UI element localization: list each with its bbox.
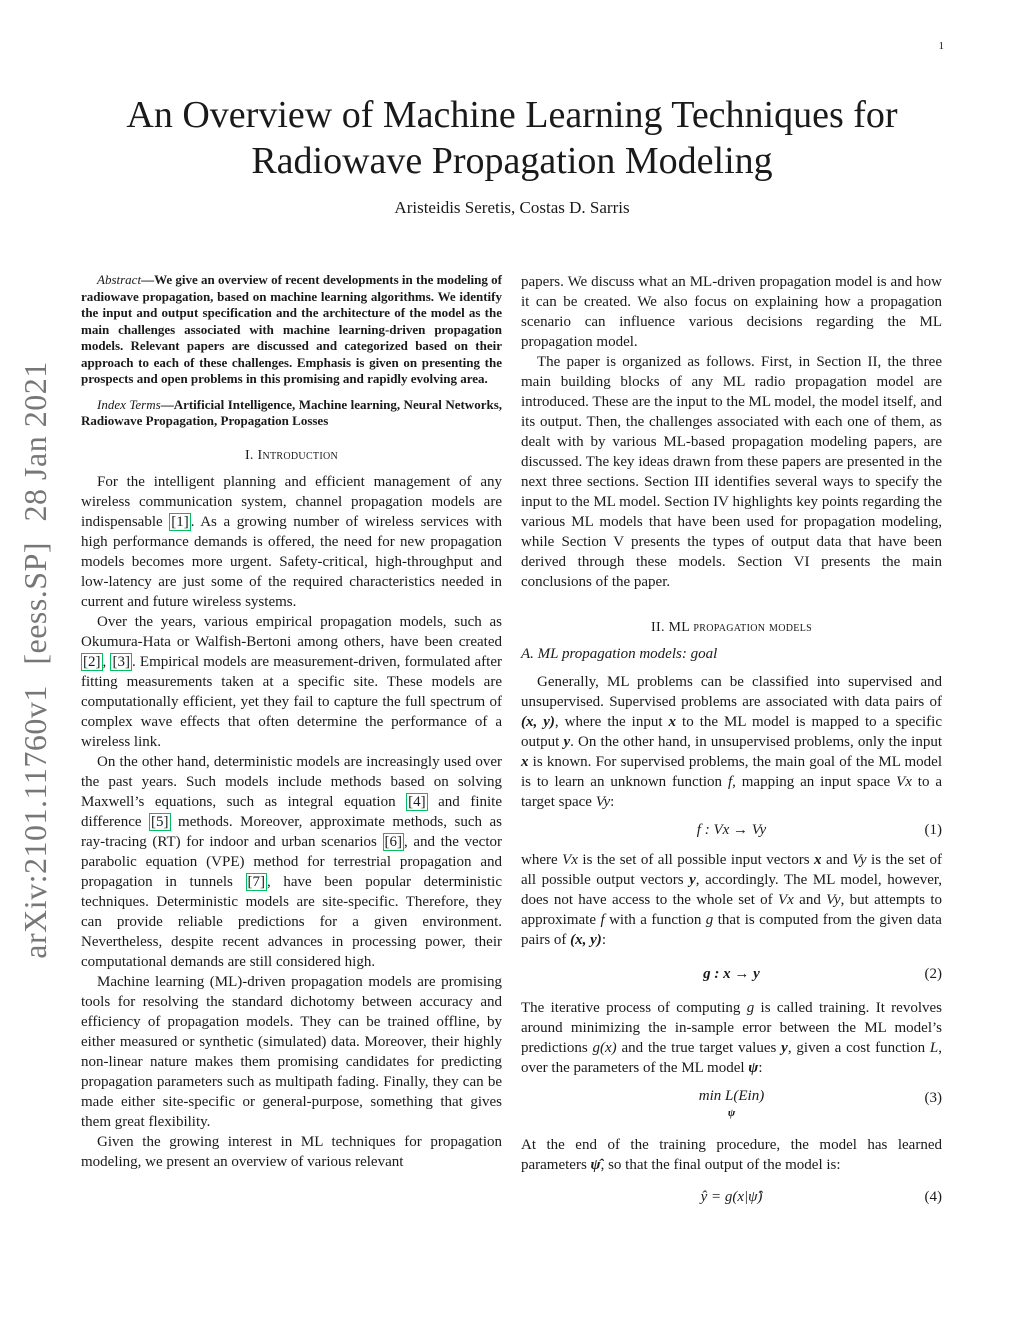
citation-link[interactable]: [4] — [408, 793, 426, 810]
citation-link[interactable]: [7] — [247, 873, 265, 890]
arxiv-id: arXiv:2101.11760v1 — [17, 685, 53, 959]
citation-link[interactable]: [5] — [151, 813, 169, 830]
intro-paragraph-3: On the other hand, deterministic models are increasingly used over the past years. Such models include methods based on solving Maxwell’s equations, such as integral equation [4] and finite difference [5] methods. Moreover, approximate methods, such as ray-tracing (RT) for indoor and urban scenarios [6] , and the vector parabolic equation (VPE) method for terrestrial propagation and propagation in tunnels [7] , have been popular deterministic techniques. Deterministic models are site-specific. Therefore, they can provide reliable predictions for a given environment. Nevertheless, despite recent advances in processing power, their computational demands are still considered high. — [81, 753, 502, 970]
section-heading-introduction: I. Introduction — [244, 447, 339, 463]
arxiv-stamp — [10, 350, 60, 970]
index-terms-label: Index Terms — [97, 396, 161, 412]
definition-paragraph: where Vx is the set of all possible input vectors x and Vy is the set of all possible output vectors y, accordingly. The ML model, however, does not have access to the whole set of Vx and Vy, but attempts to approximate f with a function g that is computed from the given data pairs of (x, y): — [521, 852, 943, 948]
intro-paragraph-2: Over the years, various empirical propagation models, such as Okumura-Hata or Walfish-Bertoni among others, have been created [2] , [3] . Empirical models are measurement-driven, formulated after fitting measurements taken at a specific site. These models are computationally efficient, yet they fail to capture the full spectrum of complex wave effects that often determine the performance of a wireless link. — [81, 613, 502, 750]
abstract-text: We give an overview of recent developments in the modeling of radiowave propagation, based on machine learning algorithms. We identify the input and output specification and the architecture of the model as the main challenges associated with machine learning-driven propagation models. Relevant papers are discussed and categorized based on their approach to each of these challenges. Emphasis is given on presenting the prospects and open problems in this promising and rapidly evolving area. — [81, 272, 502, 386]
equation-number: (1) — [924, 822, 942, 838]
authors: Aristeidis Seretis, Costas D. Sarris — [394, 198, 630, 217]
subsection-heading-goal: A. ML propagation models: goal — [521, 646, 718, 662]
equation-number: (2) — [924, 966, 942, 982]
title-line-1: An Overview of Machine Learning Techniques for — [126, 94, 898, 136]
organization-paragraph: The paper is organized as follows. First, in Section II, the three main building blocks of any ML radio propagation model are introduced. These are the input to the ML model, the model itself, and its output. Then, the challenges associated with each one of them, as dealt with by various ML-based propagation modeling papers, are discussed. The key ideas drawn from these papers are presented in the next three sections. Section III identifies several ways to specify the input to the ML model. Section IV highlights key points regarding the various ML models that have been used for propagation modeling, while Section V presents the types of output data that have been derived through these models. Section VI presents the main conclusions of the paper. — [521, 354, 942, 590]
arxiv-date: 28 Jan 2021 — [17, 361, 53, 522]
equation-number: (4) — [924, 1189, 942, 1205]
citation-link[interactable]: [1] — [171, 513, 189, 530]
intro-paragraph-1: For the intelligent planning and efficient management of any wireless communication system, channel propagation models are indispensable [1] . As a growing number of wireless services with high performance demands is offered, the need for new propagation models becomes more urgent. Safety-critical, high-throughput and low-latency are just some of the required characteristics needed in current and future wireless systems. — [81, 473, 502, 610]
section-heading-ml-models: II. ML propagation models — [651, 620, 812, 635]
right-column — [521, 272, 942, 1217]
equation-1: f : Vx → Vy (1) — [696, 822, 942, 838]
abstract: Abstract—We give an overview of recent developments in the modeling of radiowave propagation, based on machine learning algorithms. We identify the input and output specification and the architecture of the model as the main challenges associated with machine learning-driven propagation models. Relevant papers are discussed and categorized based on their approach to each of these challenges. Emphasis is given on presenting the prospects and open problems in this promising and rapidly evolving area. — [81, 272, 502, 386]
citation-link[interactable]: [6] — [384, 833, 402, 850]
goal-paragraph: Generally, ML problems can be classified into supervised and unsupervised. Supervised problems are associated with data pairs of (x, y), where the input x to the ML model is mapped to a specific output y. On the other hand, in unsupervised problems, only the input x is known. For supervised problems, the main goal of the ML model is to learn an unknown function f, mapping an input space Vx to a target space Vy: — [521, 674, 942, 810]
page-number: 1 — [938, 40, 944, 52]
equation-3: min L(Ein) ψ (3) — [698, 1088, 942, 1119]
intro-paragraph-4: Machine learning (ML)-driven propagation models are promising tools for resolving the standard dichotomy between accuracy and efficiency of propagation models. They can be trained offline, by either measured or synthetic (simulated) data. Moreover, their highly non-linear nature makes them promising candidates for predicting propagation parameters such as multipath fading. Finally, they can be made either site-specific or general-purpose, something that gives them great flexibility. — [81, 973, 502, 1130]
title-line-2: Radiowave Propagation Modeling — [251, 140, 773, 182]
arxiv-category: [eess.SP] — [17, 541, 53, 665]
paragraph-continued: papers. We discuss what an ML-driven propagation model is and how it can be created. We also focus on explaining how a propagation scenario can influence various decisions regarding the ML propagation model. — [521, 274, 942, 350]
index-terms: Index Terms—Artificial Intelligence, Machine learning, Neural Networks, Radiowave Propagation, Propagation Losses — [81, 396, 503, 428]
equation-number: (3) — [924, 1090, 942, 1106]
training-paragraph: The iterative process of computing g is called training. It revolves around minimizing the in-sample error between the ML model’s predictions g(x) and the true target values y, given a cost function L, over the parameters of the ML model ψ: — [521, 1000, 943, 1076]
end-of-training-paragraph: At the end of the training procedure, the model has learned parameters ψ̂, so that the final output of the model is: — [521, 1137, 942, 1173]
left-column — [81, 272, 502, 1172]
equation-2: g : x → y (2) — [703, 966, 942, 982]
abstract-label: Abstract — [97, 272, 142, 287]
citation-link[interactable]: [2] — [83, 653, 101, 670]
paper-title — [80, 92, 944, 184]
equation-4: ŷ = g(x|ψ̂) (4) — [700, 1189, 942, 1205]
index-terms-text: Artificial Intelligence, Machine learning, Neural Networks, Radiowave Propagation, Propagation Losses — [81, 396, 503, 428]
intro-paragraph-5: Given the growing interest in ML techniques for propagation modeling, we present an overview of various relevant — [81, 1133, 502, 1170]
citation-link[interactable]: [3] — [112, 653, 130, 670]
